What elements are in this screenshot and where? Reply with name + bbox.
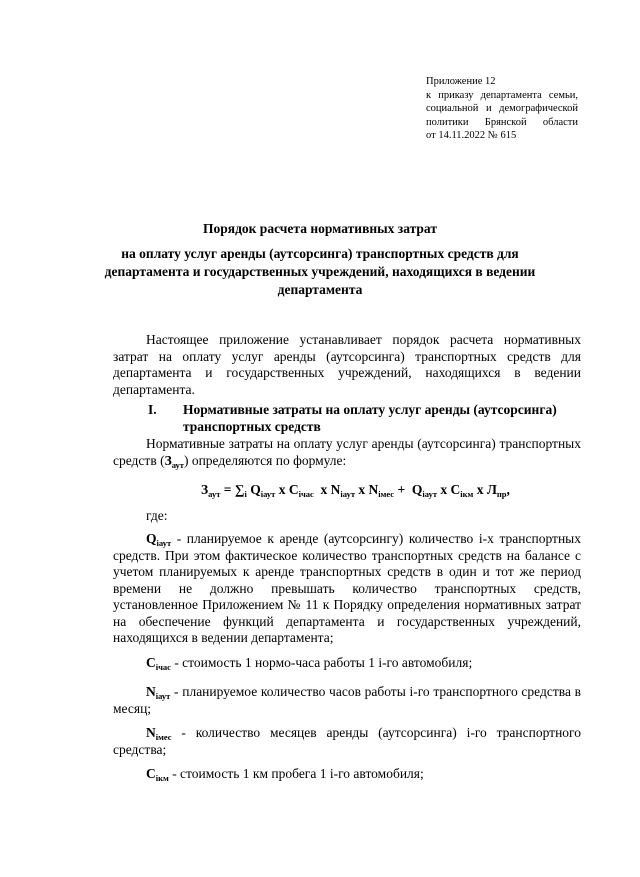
definition-text: - стоимость 1 км пробега 1 i-го автомобиля;: [168, 766, 424, 781]
definition-text: - стоимость 1 нормо-часа работы 1 i-го автомобиля;: [170, 655, 473, 670]
definition-symbol: $C_{iчас}$: [146, 655, 171, 672]
definition-text: - планируемое количество часов работы i-го транспортного средства в месяц;: [113, 684, 581, 716]
intro-paragraph: Настоящее приложение устанавливает порядок расчета нормативных затрат на оплату услуг аренды (аутсорсинга) транспортных средств для департамента и государственных учреждений, находящихся в ведении департамента.: [113, 332, 581, 397]
appendix-stamp: [426, 75, 578, 143]
section-number: I.: [148, 402, 157, 417]
definition-text: - количество месяцев аренды (аутсорсинга) i-го транспортного средства;: [113, 725, 581, 757]
formula-intro: [113, 436, 581, 469]
symbol-z: $З_{аут}$: [164, 452, 184, 470]
appendix-line: политики Брянской области: [426, 116, 578, 128]
formula-intro-text: Нормативные затраты на оплату услуг аренды (аутсорсинга) транспортных средств (: [113, 436, 581, 468]
appendix-line: от 14.11.2022 № 615: [426, 130, 517, 141]
appendix-line: к приказу департамента семьи,: [426, 89, 578, 101]
definition-symbol: $C_{iкм}$: [146, 766, 169, 783]
definition-q: [113, 531, 581, 647]
section-title: Нормативные затраты на оплату услуг аренды (аутсорсинга) транспортных средств: [183, 402, 557, 434]
formula-intro-text: ) определяются по формуле:: [183, 452, 347, 468]
definition-c-km: [113, 766, 581, 783]
definition-text: - планируемое к аренде (аутсорсингу) количество i-х транспортных средств. При этом фактическое количество транспортных средств на балансе с учетом планируемых к аренде транспортных средств в один и тот же период времени не должно превышать количество транспортных средств, установленное Приложением № 11 к Порядку определения нормативных затрат на обеспечение функций департамента и государственных учреждений, находящихся в ведении департамента;: [113, 531, 581, 645]
appendix-line: Приложение 12: [426, 76, 496, 87]
definition-symbol: $N_{iаут}$: [146, 684, 171, 701]
definition-c-hour: [113, 655, 581, 672]
document-title: Порядок расчета нормативных затрат: [203, 221, 437, 236]
cost-formula: $З_{аут} = \sum_i$ $Q_{iаут}$ x $C_{iчас}$ x $N_{iаут}$ x $N_{iмес} + Q_{iаут}$ x $C_{iкм}$ x $Л_{пр}$,: [201, 482, 510, 499]
document-subtitle: на оплату услуг аренды (аутсорсинга) транспортных средств для департамента и государственных учреждений, находящихся в ведении департамента: [104, 246, 536, 297]
definition-symbol: $Q_{iаут}$: [146, 531, 172, 548]
definition-n-hours: [113, 684, 581, 717]
appendix-line: социальной и демографической: [426, 103, 578, 114]
definition-symbol: $N_{iмес}$: [146, 725, 172, 742]
where-label: где:: [146, 508, 168, 523]
definition-n-months: [113, 725, 581, 758]
